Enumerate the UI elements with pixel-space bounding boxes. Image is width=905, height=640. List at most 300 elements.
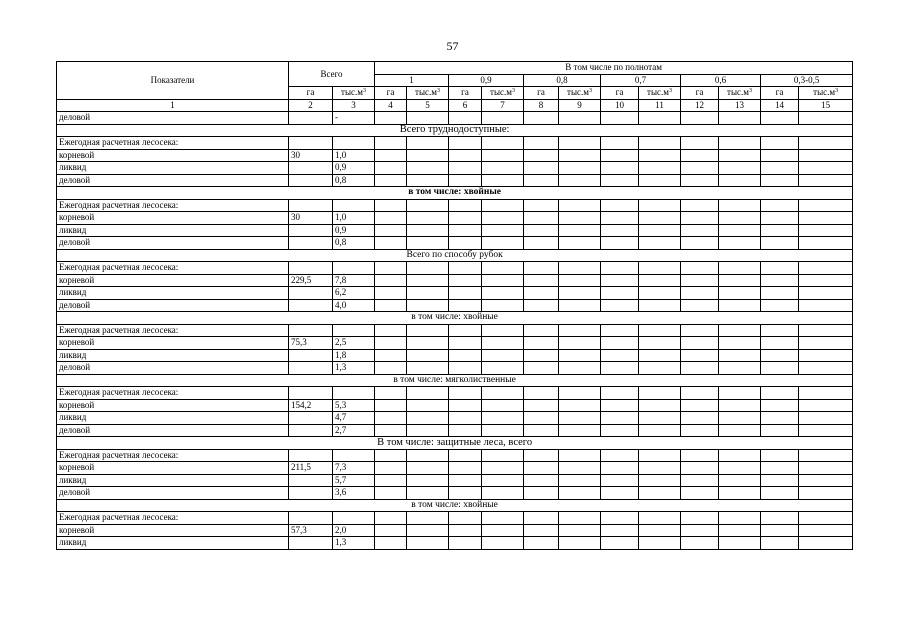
density-cell	[761, 537, 799, 550]
total-volume-cell	[333, 324, 375, 337]
density-cell	[719, 212, 761, 225]
total-ha-cell	[289, 162, 333, 175]
density-cell	[681, 537, 719, 550]
density-cell	[524, 474, 559, 487]
table-row	[57, 237, 853, 250]
unit-vol-superscript: 3	[362, 88, 366, 95]
density-cell	[482, 462, 524, 475]
density-cell	[524, 262, 559, 275]
density-cell	[559, 299, 601, 312]
density-cell	[681, 337, 719, 350]
density-cell	[524, 137, 559, 150]
density-cell	[799, 524, 853, 537]
unit-vol	[333, 87, 375, 100]
table-row	[57, 487, 853, 500]
density-cell	[799, 324, 853, 337]
density-cell	[799, 462, 853, 475]
unit-vol-superscript: 3	[835, 88, 839, 95]
density-cell	[524, 337, 559, 350]
density-cell	[407, 449, 449, 462]
density-cell	[559, 362, 601, 375]
density-cell	[559, 524, 601, 537]
density-cell	[681, 262, 719, 275]
density-cell	[524, 487, 559, 500]
density-cell	[799, 474, 853, 487]
total-volume-cell: 1,3	[333, 537, 375, 550]
density-header-2: 0,9	[449, 74, 524, 87]
density-cell	[799, 349, 853, 362]
density-cell	[639, 287, 681, 300]
table-body	[57, 112, 853, 550]
density-cell	[482, 299, 524, 312]
density-cell	[482, 237, 524, 250]
density-cell	[601, 337, 639, 350]
density-cell	[449, 137, 482, 150]
density-cell	[524, 387, 559, 400]
unit-vol	[719, 87, 761, 100]
density-cell	[681, 287, 719, 300]
density-cell	[449, 212, 482, 225]
density-cell	[407, 262, 449, 275]
density-cell	[482, 112, 524, 125]
density-cell	[375, 237, 407, 250]
density-cell	[524, 112, 559, 125]
section-header-row	[57, 374, 853, 387]
density-cell	[799, 237, 853, 250]
density-cell	[407, 112, 449, 125]
section-title: Всего по способу рубок	[57, 249, 853, 262]
density-cell	[375, 424, 407, 437]
total-volume-cell: 0,8	[333, 237, 375, 250]
density-cell	[681, 174, 719, 187]
density-cell	[559, 337, 601, 350]
density-cell	[639, 262, 681, 275]
density-cell	[559, 262, 601, 275]
density-cell	[449, 112, 482, 125]
density-cell	[601, 324, 639, 337]
density-cell	[449, 224, 482, 237]
density-cell	[681, 462, 719, 475]
density-cell	[407, 462, 449, 475]
row-label: ликвид	[57, 224, 289, 237]
density-cell	[601, 349, 639, 362]
density-cell	[482, 149, 524, 162]
density-cell	[375, 362, 407, 375]
density-cell	[719, 224, 761, 237]
density-cell	[559, 512, 601, 525]
density-cell	[375, 287, 407, 300]
density-cell	[681, 487, 719, 500]
unit-vol-superscript: 3	[668, 88, 672, 95]
table-row	[57, 449, 853, 462]
table-row	[57, 274, 853, 287]
density-cell	[559, 149, 601, 162]
row-label: Ежегодная расчетная лесосека:	[57, 449, 289, 462]
total-ha-cell: 154,2	[289, 399, 333, 412]
table-row	[57, 424, 853, 437]
row-label: Ежегодная расчетная лесосека:	[57, 137, 289, 150]
density-cell	[482, 449, 524, 462]
total-ha-cell	[289, 537, 333, 550]
table-row	[57, 412, 853, 425]
density-cell	[482, 199, 524, 212]
total-volume-cell: 2,7	[333, 424, 375, 437]
density-cell	[482, 524, 524, 537]
density-cell	[639, 337, 681, 350]
density-cell	[449, 349, 482, 362]
row-label: деловой	[57, 487, 289, 500]
density-cell	[681, 224, 719, 237]
density-cell	[524, 537, 559, 550]
density-cell	[601, 399, 639, 412]
page-number: 57	[446, 39, 459, 53]
unit-vol-superscript: 3	[511, 88, 515, 95]
density-cell	[719, 274, 761, 287]
density-cell	[719, 474, 761, 487]
total-ha-cell: 211,5	[289, 462, 333, 475]
row-label: деловой	[57, 299, 289, 312]
section-header-row	[57, 249, 853, 262]
density-cell	[524, 349, 559, 362]
total-ha-cell: 75,3	[289, 337, 333, 350]
density-cell	[407, 399, 449, 412]
density-cell	[375, 112, 407, 125]
unit-ha: га	[601, 87, 639, 100]
density-cell	[601, 512, 639, 525]
density-cell	[681, 237, 719, 250]
row-label: деловой	[57, 237, 289, 250]
table-row	[57, 462, 853, 475]
density-cell	[407, 349, 449, 362]
density-cell	[524, 412, 559, 425]
unit-vol	[799, 87, 853, 100]
unit-vol-text: тыс.м	[415, 87, 437, 98]
density-cell	[601, 412, 639, 425]
total-volume-cell: 0,9	[333, 162, 375, 175]
total-ha-cell	[289, 224, 333, 237]
density-cell	[375, 262, 407, 275]
density-cell	[559, 537, 601, 550]
density-cell	[639, 162, 681, 175]
density-cell	[449, 474, 482, 487]
density-cell	[601, 474, 639, 487]
density-cell	[482, 474, 524, 487]
density-cell	[375, 212, 407, 225]
density-cell	[407, 387, 449, 400]
row-label: ликвид	[57, 412, 289, 425]
unit-vol-text: тыс.м	[727, 87, 749, 98]
density-cell	[482, 162, 524, 175]
total-volume-cell: 2,0	[333, 524, 375, 537]
density-cell	[761, 424, 799, 437]
unit-vol	[407, 87, 449, 100]
density-cell	[559, 324, 601, 337]
density-cell	[375, 149, 407, 162]
density-cell	[719, 524, 761, 537]
density-cell	[719, 412, 761, 425]
density-cell	[681, 324, 719, 337]
density-cell	[559, 112, 601, 125]
density-cell	[601, 462, 639, 475]
density-cell	[639, 537, 681, 550]
density-cell	[719, 137, 761, 150]
header-row-1	[57, 62, 853, 75]
density-cell	[375, 274, 407, 287]
density-cell	[761, 262, 799, 275]
density-header-3: 0,8	[524, 74, 601, 87]
density-cell	[719, 424, 761, 437]
density-cell	[719, 337, 761, 350]
total-ha-cell	[289, 512, 333, 525]
density-cell	[681, 299, 719, 312]
section-header-row	[57, 499, 853, 512]
density-cell	[375, 474, 407, 487]
density-cell	[559, 174, 601, 187]
total-ha-cell: 30	[289, 212, 333, 225]
density-cell	[719, 512, 761, 525]
column-number: 4	[375, 99, 407, 112]
table-row	[57, 112, 853, 125]
density-cell	[449, 524, 482, 537]
density-cell	[681, 212, 719, 225]
density-cell	[559, 274, 601, 287]
total-ha-cell	[289, 324, 333, 337]
unit-ha: га	[375, 87, 407, 100]
density-cell	[559, 162, 601, 175]
density-cell	[375, 412, 407, 425]
unit-ha: га	[289, 87, 333, 100]
density-cell	[407, 537, 449, 550]
section-title: в том числе: хвойные	[57, 187, 853, 200]
unit-ha: га	[681, 87, 719, 100]
row-label: деловой	[57, 174, 289, 187]
column-number: 2	[289, 99, 333, 112]
density-cell	[799, 387, 853, 400]
total-volume-cell: 7,8	[333, 274, 375, 287]
density-cell	[639, 387, 681, 400]
density-cell	[761, 274, 799, 287]
density-cell	[799, 174, 853, 187]
density-cell	[407, 274, 449, 287]
section-header-row	[57, 187, 853, 200]
column-number: 7	[482, 99, 524, 112]
forest-cutting-table	[56, 61, 853, 550]
density-cell	[375, 162, 407, 175]
density-cell	[407, 162, 449, 175]
column-number: 1	[57, 99, 289, 112]
density-cell	[681, 512, 719, 525]
density-cell	[482, 174, 524, 187]
density-cell	[761, 212, 799, 225]
unit-vol-text: тыс.м	[647, 87, 669, 98]
density-cell	[719, 462, 761, 475]
density-cell	[407, 287, 449, 300]
density-cell	[524, 199, 559, 212]
density-cell	[559, 399, 601, 412]
density-cell	[681, 412, 719, 425]
density-cell	[407, 512, 449, 525]
density-cell	[601, 537, 639, 550]
density-cell	[639, 149, 681, 162]
total-volume-cell: 1,0	[333, 212, 375, 225]
density-cell	[559, 474, 601, 487]
density-cell	[449, 174, 482, 187]
density-cell	[601, 262, 639, 275]
density-cell	[559, 224, 601, 237]
density-cell	[375, 137, 407, 150]
total-ha-cell	[289, 362, 333, 375]
unit-vol-superscript: 3	[436, 88, 440, 95]
density-cell	[449, 149, 482, 162]
density-cell	[681, 274, 719, 287]
density-cell	[761, 137, 799, 150]
density-cell	[681, 399, 719, 412]
density-cell	[524, 362, 559, 375]
density-cell	[719, 199, 761, 212]
column-number: 13	[719, 99, 761, 112]
density-cell	[407, 337, 449, 350]
density-cell	[601, 149, 639, 162]
total-volume-cell: -	[333, 112, 375, 125]
density-cell	[524, 524, 559, 537]
density-cell	[375, 524, 407, 537]
density-cell	[375, 487, 407, 500]
density-cell	[524, 237, 559, 250]
column-number: 15	[799, 99, 853, 112]
density-cell	[761, 324, 799, 337]
table-row	[57, 387, 853, 400]
density-cell	[639, 299, 681, 312]
density-cell	[524, 162, 559, 175]
density-cell	[482, 287, 524, 300]
density-cell	[719, 537, 761, 550]
density-cell	[449, 237, 482, 250]
density-cell	[449, 337, 482, 350]
density-cell	[761, 512, 799, 525]
density-cell	[375, 337, 407, 350]
density-cell	[524, 224, 559, 237]
section-header-row	[57, 124, 853, 137]
total-volume-cell	[333, 199, 375, 212]
density-cell	[639, 462, 681, 475]
density-cell	[639, 487, 681, 500]
density-cell	[482, 412, 524, 425]
table-row	[57, 362, 853, 375]
density-cell	[799, 262, 853, 275]
density-cell	[449, 274, 482, 287]
density-cell	[375, 349, 407, 362]
density-cell	[639, 412, 681, 425]
density-cell	[719, 287, 761, 300]
total-ha-cell	[289, 424, 333, 437]
density-cell	[719, 349, 761, 362]
total-ha-cell: 30	[289, 149, 333, 162]
density-cell	[761, 462, 799, 475]
column-number: 12	[681, 99, 719, 112]
density-cell	[482, 274, 524, 287]
table-row	[57, 199, 853, 212]
density-cell	[639, 212, 681, 225]
density-cell	[639, 237, 681, 250]
unit-vol-superscript: 3	[588, 88, 592, 95]
density-cell	[449, 324, 482, 337]
density-cell	[449, 362, 482, 375]
density-cell	[559, 349, 601, 362]
density-cell	[375, 199, 407, 212]
density-cell	[799, 487, 853, 500]
total-volume-cell: 0,9	[333, 224, 375, 237]
density-cell	[719, 399, 761, 412]
total-ha-cell: 229,5	[289, 274, 333, 287]
density-cell	[407, 212, 449, 225]
density-cell	[449, 412, 482, 425]
density-cell	[407, 424, 449, 437]
density-cell	[719, 149, 761, 162]
density-cell	[639, 512, 681, 525]
density-cell	[601, 174, 639, 187]
density-cell	[482, 387, 524, 400]
density-cell	[559, 487, 601, 500]
density-cell	[601, 162, 639, 175]
column-number: 11	[639, 99, 681, 112]
density-cell	[761, 237, 799, 250]
density-cell	[681, 137, 719, 150]
density-cell	[449, 387, 482, 400]
section-title: Всего труднодоступные:	[57, 124, 853, 137]
density-cell	[681, 149, 719, 162]
density-cell	[601, 524, 639, 537]
density-cell	[799, 149, 853, 162]
table-row	[57, 324, 853, 337]
density-cell	[601, 112, 639, 125]
column-number: 3	[333, 99, 375, 112]
column-number: 6	[449, 99, 482, 112]
density-cell	[449, 512, 482, 525]
density-cell	[799, 212, 853, 225]
density-cell	[681, 449, 719, 462]
row-label: ликвид	[57, 537, 289, 550]
density-cell	[524, 274, 559, 287]
density-cell	[375, 449, 407, 462]
unit-vol-text: тыс.м	[567, 87, 589, 98]
density-cell	[559, 212, 601, 225]
density-cell	[681, 112, 719, 125]
column-number: 5	[407, 99, 449, 112]
column-number-row	[57, 99, 853, 112]
table-row	[57, 524, 853, 537]
density-cell	[799, 162, 853, 175]
density-cell	[482, 349, 524, 362]
density-cell	[449, 162, 482, 175]
density-cell	[639, 199, 681, 212]
table-row	[57, 299, 853, 312]
density-cell	[799, 137, 853, 150]
density-cell	[681, 349, 719, 362]
density-cell	[449, 424, 482, 437]
density-cell	[799, 112, 853, 125]
density-cell	[681, 474, 719, 487]
density-cell	[559, 449, 601, 462]
density-cell	[681, 524, 719, 537]
table-row	[57, 512, 853, 525]
density-cell	[761, 399, 799, 412]
density-cell	[375, 512, 407, 525]
density-cell	[449, 399, 482, 412]
density-cell	[799, 274, 853, 287]
density-cell	[639, 424, 681, 437]
density-cell	[639, 224, 681, 237]
row-label: деловой	[57, 362, 289, 375]
